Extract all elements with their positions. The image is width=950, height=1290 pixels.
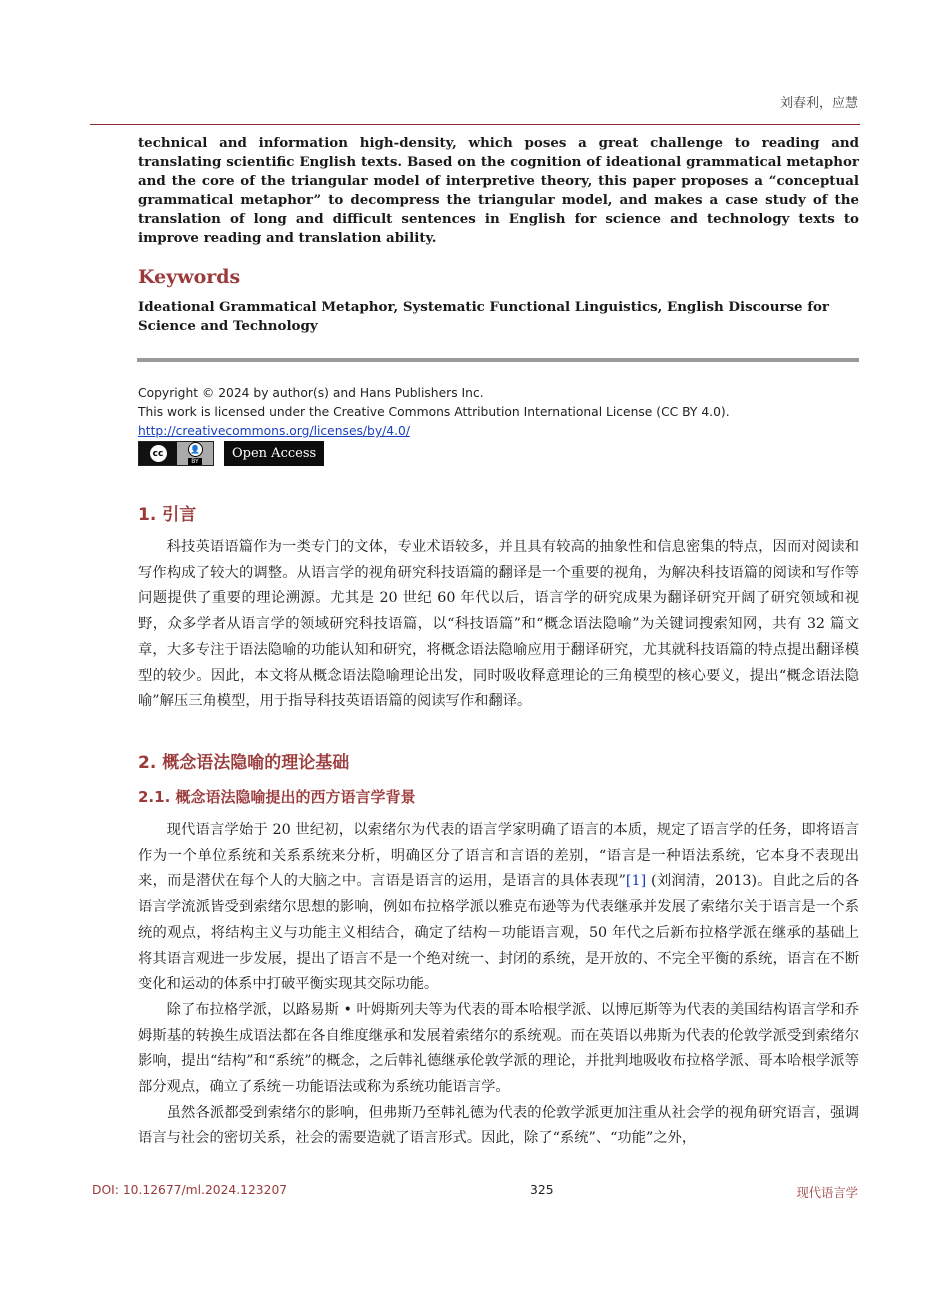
license-link[interactable]: http://creativecommons.org/licenses/by/4.0/ [138, 424, 410, 438]
paragraph [138, 818, 859, 998]
open-access-badge[interactable]: Open Access [224, 441, 324, 466]
by-label: BY [188, 458, 201, 465]
journal-name: 现代语言学 [796, 1186, 858, 1200]
doi-text: DOI: 10.12677/ml.2024.123207 [92, 1183, 288, 1197]
cc-logo-icon [139, 442, 177, 465]
page-footer [92, 1183, 858, 1201]
cc-by-badge[interactable] [138, 441, 214, 466]
section-2-1-heading: 2.1. 概念语法隐喻提出的西方语言学背景 [138, 788, 416, 806]
license-badges [138, 441, 324, 466]
abstract-text: technical and information high-density, which poses a great challenge to reading and translating scientific English texts. Based on the cognition of ideational grammatical metaphor and the core of the triangular model of interpretive theory, this paper proposes a “conceptual grammatical metaphor” to decompress the triangular model, and makes a case study of the translation of long and difficult sentences in English for science and technology texts to improve reading and translation ability. [138, 135, 859, 246]
citation-link[interactable]: [1] [625, 873, 647, 890]
section-1-heading: 1. 引言 [138, 505, 197, 525]
header-rule [90, 124, 860, 125]
cc-circle-icon: cc [150, 445, 167, 462]
paragraph: 虽然各派都受到索绪尔的影响，但弗斯乃至韩礼德为代表的伦敦学派更加注重从社会学的视角研究语言，强调语言与社会的密切关系，社会的需要造就了语言形式。因此，除了“系统”、“功能”之外， [138, 1104, 859, 1147]
paragraph: 除了布拉格学派，以路易斯 • 叶姆斯列夫等为代表的哥本哈根学派、以博厄斯等为代表的美国结构语言学和乔姆斯基的转换生成语法都在各自维度继承和发展着索绪尔的系统观。而在英语以弗斯为代表的伦敦学派受到索绪尔影响，提出“结构”和“系统”的概念，之后韩礼德继承伦敦学派的理论，并批判地吸收布拉格学派、哥本哈根学派等部分观点，确立了系统－功能语法或称为系统功能语言学。 [138, 1001, 859, 1096]
paragraph: 科技英语语篇作为一类专门的文体，专业术语较多，并且具有较高的抽象性和信息密集的特点，因而对阅读和写作构成了较大的调整。从语言学的视角研究科技语篇的翻译是一个重要的视角，为解决科技语篇的阅读和写作等问题提供了重要的理论溯源。尤其是 20 世纪 60 年代以后，语言学的研究成果为翻译研究开阔了研究领域和视野，众多学者从语言学的领域研究科技语篇，以“科技语篇”和“概念语法隐喻”为关键词搜索知网，共有 32 篇文章，大多专注于语法隐喻的功能认知和研究，将概念语法隐喻应用于翻译研究，尤其就科技语篇的特点提出翻译模型的较少。因此，本文将从概念语法隐喻理论出发，同时吸收释意理论的三角模型的核心要义，提出“概念语法隐喻”解压三角模型，用于指导科技英语语篇的阅读写作和翻译。 [138, 539, 859, 710]
section-1-body [138, 535, 859, 715]
copyright-block [138, 384, 730, 441]
paragraph-text: 现代语言学始于 20 世纪初，以索绪尔为代表的语言学家明确了语言的本质，规定了语言学的任务，即将语言作为一个单位系统和关系系统来分析，明确区分了语言和言语的差别，“语言是一种语法系统，它本身不表现出来，而是潜伏在每个人的大脑之中。言语是语言的运用，是语言的具体表现” [138, 822, 859, 890]
paragraph-text: (刘润清，2013)。自此之后的各语言学流派皆受到索绪尔思想的影响，例如布拉格学派以雅克布逊等为代表继承并发展了索绪尔关于语言是一个系统的观点，将结构主义与功能主义相结合，确定了结构－功能语言观，50 年代之后新布拉格学派在继承的基础上将其语言观进一步发展，提出了语言不是一个绝对统一、封闭的系统，是开放的、不完全平衡的系统，语言在不断变化和运动的体系中打破平衡实现其交际功能。 [138, 873, 859, 993]
section-2-heading: 2. 概念语法隐喻的理论基础 [138, 753, 350, 773]
running-head-authors: 刘春利，应慧 [779, 96, 858, 111]
copyright-line: Copyright © 2024 by author(s) and Hans Publishers Inc. [138, 386, 484, 400]
section-2-body [138, 818, 859, 1152]
page-number: 325 [530, 1183, 554, 1197]
license-line: This work is licensed under the Creative Commons Attribution International License (CC BY 4.0). [138, 405, 730, 419]
keywords-heading: Keywords [138, 266, 241, 288]
by-section [177, 442, 213, 465]
person-icon: 👤 [188, 442, 203, 457]
section-divider [137, 358, 859, 362]
keywords-text: Ideational Grammatical Metaphor, Systematic Functional Linguistics, English Discourse for Science and Technology [138, 299, 829, 334]
